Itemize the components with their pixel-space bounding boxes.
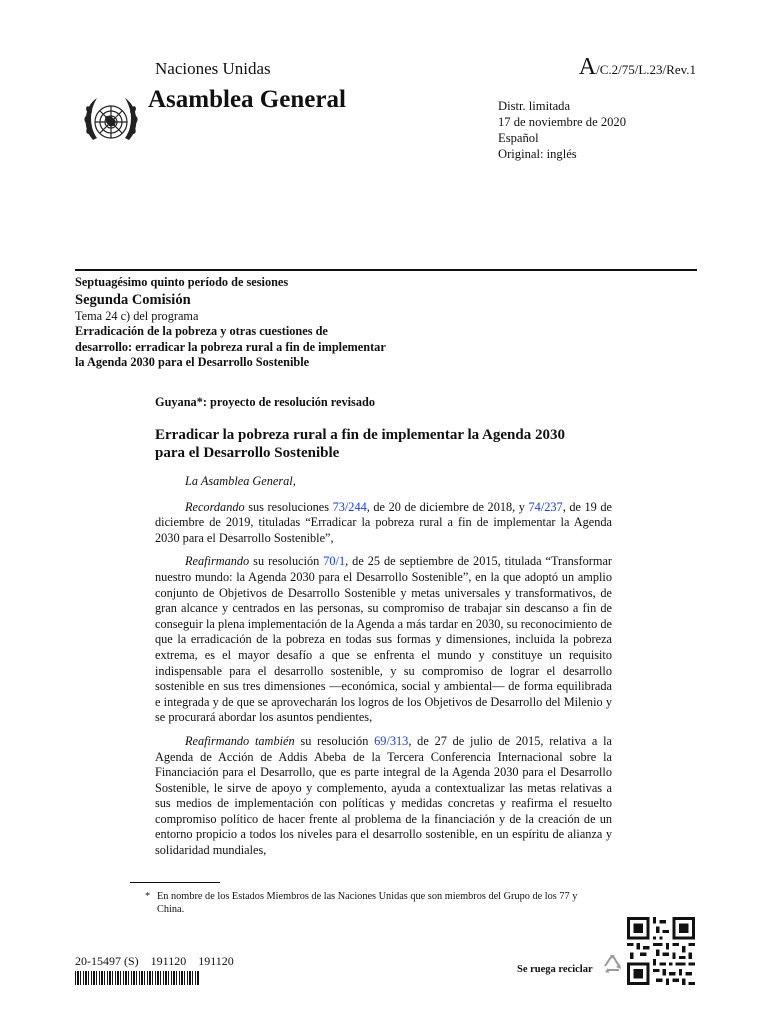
un-emblem-icon bbox=[79, 90, 143, 154]
paragraph-lead: Reafirmando también bbox=[185, 733, 295, 748]
resolution-body bbox=[155, 474, 612, 867]
header-divider bbox=[75, 269, 697, 271]
sponsor-line: Guyana*: proyecto de resolución revisado bbox=[155, 395, 375, 409]
resolution-title-line: Erradicar la pobreza rural a fin de implementar la Agenda 2030 bbox=[155, 427, 565, 443]
distribution-type: Distr. limitada bbox=[498, 99, 571, 113]
footnote-divider bbox=[130, 882, 220, 883]
agenda-topic-line: la Agenda 2030 para el Desarrollo Sostenible bbox=[75, 355, 310, 369]
distribution-block bbox=[498, 98, 626, 162]
document-language: Español bbox=[498, 131, 539, 145]
qr-code-icon bbox=[627, 917, 695, 985]
resolution-link-70-1[interactable]: 70/1 bbox=[323, 554, 346, 569]
preambular-paragraph-2: Reafirmando su resolución 70/1, de 25 de septiembre de 2015, titulada “Transformar nuestro mundo: la Agenda 2030 para el Desarrollo Sostenible”, en la que adoptó un amplio conjunto de Objetivos de Desarrollo Sostenible y metas universales y transformativos, de gran alcance y centrados en las personas, su compromiso de trabajar sin descanso a fin de conseguir la plena implementación de la Agenda a más tardar en 2030, su reconocimiento de que la erradicación de la pobreza en todas sus formas y dimensiones, incluida la pobreza extrema, es el mayor desafío a que se enfrenta el mundo y constituye un requisito indispensable para el desarrollo sostenible, y su compromiso de lograr el desarrollo sostenible en sus tres dimensiones —económica, social y ambiental— de forma equilibrada e integrada y de que se aprovecharán los logros de los Objetivos de Desarrollo del Milenio y se procurará abordar los asuntos pendientes, bbox=[155, 554, 612, 725]
resolution-title-line: para el Desarrollo Sostenible bbox=[155, 445, 340, 461]
document-symbol bbox=[579, 54, 696, 81]
resolution-link-69-313[interactable]: 69/313 bbox=[374, 733, 409, 748]
symbol-code: /C.2/75/L.23/Rev.1 bbox=[596, 62, 696, 77]
symbol-letter: A bbox=[578, 54, 597, 80]
document-date: 17 de noviembre de 2020 bbox=[498, 115, 627, 129]
agenda-item: Tema 24 c) del programa bbox=[75, 308, 199, 323]
paragraph-lead: Recordando bbox=[185, 499, 245, 514]
organization-name: Naciones Unidas bbox=[155, 59, 271, 78]
session-block bbox=[75, 275, 386, 371]
resolution-link-74-237[interactable]: 74/237 bbox=[528, 499, 563, 514]
assembly-title: Asamblea General bbox=[148, 86, 346, 113]
preambular-paragraph-3: Reafirmando también su resolución 69/313, de 27 de julio de 2015, relativa a la Agenda de Acción de Addis Abeba de la Tercera Conferencia Internacional sobre la Financiación para el Desarrollo, que es parte integral de la Agenda 2030 para el Desarrollo Sostenible, le sirve de apoyo y complemento, ayuda a contextualizar las metas relativas a sus medios de implementación con políticas y medidas concretas y reafirma el resuelto compromiso político de hacer frente al problema de la financiación y de la creación de un entorno propicio a todos los niveles para el desarrollo sostenible, en un espíritu de alianza y solidaridad mundiales, bbox=[155, 733, 612, 858]
session-period: Septuagésimo quinto período de sesiones bbox=[75, 275, 289, 289]
footnote bbox=[145, 890, 595, 916]
committee-name: Segunda Comisión bbox=[75, 291, 191, 308]
footnote-mark: * bbox=[145, 891, 151, 902]
resolution-title bbox=[155, 426, 565, 462]
recycle-icon bbox=[600, 953, 626, 979]
paragraph-lead: Reafirmando bbox=[185, 554, 250, 569]
footnote-text: En nombre de los Estados Miembros de las Naciones Unidas que son miembros del Grupo de los 77 y China. bbox=[157, 891, 578, 915]
recycle-label: Se ruega reciclar bbox=[517, 964, 593, 975]
agenda-topic-line: Erradicación de la pobreza y otras cuestiones de bbox=[75, 324, 328, 338]
original-language: Original: inglés bbox=[498, 147, 577, 161]
opening-line: La Asamblea General, bbox=[185, 474, 296, 488]
barcode bbox=[75, 971, 199, 985]
resolution-link-73-244[interactable]: 73/244 bbox=[332, 499, 367, 514]
preambular-paragraph-1: Recordando sus resoluciones 73/244, de 20 de diciembre de 2018, y 74/237, de 19 de diciembre de 2019, tituladas “Erradicar la pobreza rural a fin de implementar la Agenda 2030 para el Desarrollo Sostenible”, bbox=[155, 499, 612, 545]
document-number: 20-15497 (S) 191120 191120 bbox=[75, 954, 234, 968]
agenda-topic-line: desarrollo: erradicar la pobreza rural a fin de implementar bbox=[75, 339, 386, 354]
